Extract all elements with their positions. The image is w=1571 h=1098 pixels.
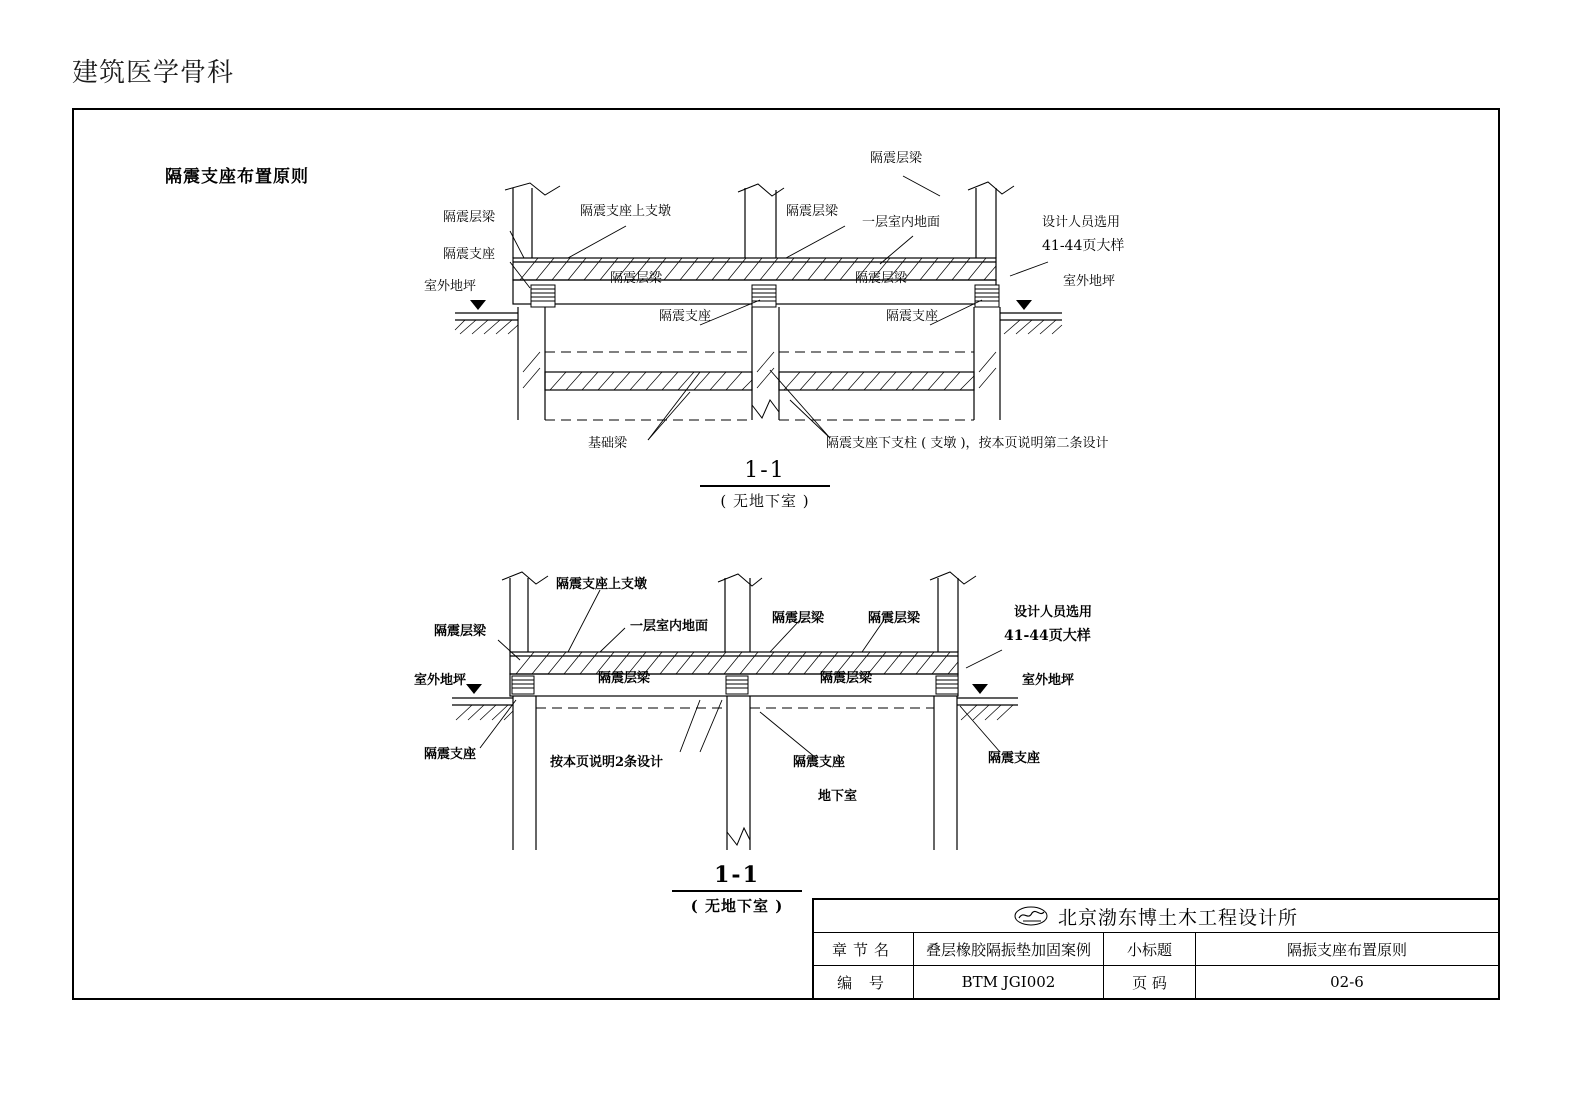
watermark-text: 建筑医学骨科 [72, 58, 235, 88]
label2-beam-mid-right: 隔震层梁 [868, 611, 921, 626]
section-bottom-subtitle: ( 无地下室 ) [690, 897, 784, 915]
row2-label: 编 号 [814, 966, 914, 998]
row1-label: 章节名 [814, 933, 914, 965]
label2-floor-1f: 一层室内地面 [630, 619, 709, 634]
label-beam-inner-left: 隔震层梁 [610, 271, 663, 286]
label-beam-top-right: 隔震层梁 [870, 151, 923, 166]
row2-value2: 02-6 [1330, 973, 1364, 991]
label2-beam-inner-left: 隔震层梁 [598, 671, 651, 686]
label2-outdoor-grade-left: 室外地坪 [414, 673, 467, 688]
label-column-note: 隔震支座下支柱 ( 支墩 )，按本页说明第二条设计 [826, 436, 1109, 451]
label2-bearing-right: 隔震支座 [988, 751, 1041, 766]
label2-design-note: 按本页说明2条设计 [550, 755, 664, 770]
label2-beam-mid-left: 隔震层梁 [772, 611, 825, 626]
section-bottom-title: 1-1 [714, 862, 760, 888]
row2-value: BTM JGI002 [914, 966, 1104, 998]
label-floor-1f: 一层室内地面 [862, 215, 941, 230]
label-designer-note-line1: 设计人员选用 [1042, 215, 1121, 230]
row1-value2: 隔振支座布置原则 [1286, 940, 1407, 959]
company-logo-icon [1014, 905, 1048, 927]
label-beam-mid: 隔震层梁 [786, 204, 839, 219]
section-top-subtitle: ( 无地下室 ) [720, 492, 810, 510]
label2-pier-above: 隔震支座上支墩 [556, 577, 648, 592]
company-cell [814, 900, 1498, 932]
label-outdoor-grade-right: 室外地坪 [1063, 274, 1116, 289]
drawing-title: 隔震支座布置原则 [165, 167, 309, 187]
label-beam-inner-right: 隔震层梁 [855, 271, 908, 286]
title-block [812, 898, 1500, 1000]
section-top-title: 1-1 [744, 458, 786, 483]
title-block-row-1 [814, 933, 1498, 966]
label2-outdoor-grade-right: 室外地坪 [1022, 673, 1075, 688]
row1-value: 叠层橡胶隔振垫加固案例 [914, 933, 1104, 965]
section-bottom-caption [672, 862, 802, 916]
label-beam-left: 隔震层梁 [443, 210, 496, 225]
label2-designer-note-line1: 设计人员选用 [1014, 605, 1093, 620]
label-foundation-beam: 基础梁 [588, 436, 628, 451]
row2-label2: 页 码 [1104, 966, 1196, 998]
row1-label2: 小标题 [1104, 933, 1196, 965]
label2-designer-note-line2: 41-44页大样 [1004, 628, 1091, 644]
label-bearing-left: 隔震支座 [443, 247, 496, 262]
label-pier-above: 隔震支座上支墩 [580, 204, 672, 219]
label2-bearing-left: 隔震支座 [424, 747, 477, 762]
label-designer-note-line2: 41-44页大样 [1042, 238, 1125, 254]
label2-bearing-mid: 隔震支座 [793, 755, 846, 770]
title-block-company-row [814, 900, 1498, 933]
label-bearing-mid: 隔震支座 [659, 309, 712, 324]
label2-beam-left: 隔震层梁 [434, 624, 487, 639]
label-bearing-right: 隔震支座 [886, 309, 939, 324]
title-block-row-2 [814, 966, 1498, 998]
label-outdoor-grade-left: 室外地坪 [424, 279, 477, 294]
company-name: 北京渤东博土木工程设计所 [1057, 906, 1298, 929]
label2-basement: 地下室 [818, 789, 858, 804]
label2-beam-inner-right: 隔震层梁 [820, 671, 873, 686]
